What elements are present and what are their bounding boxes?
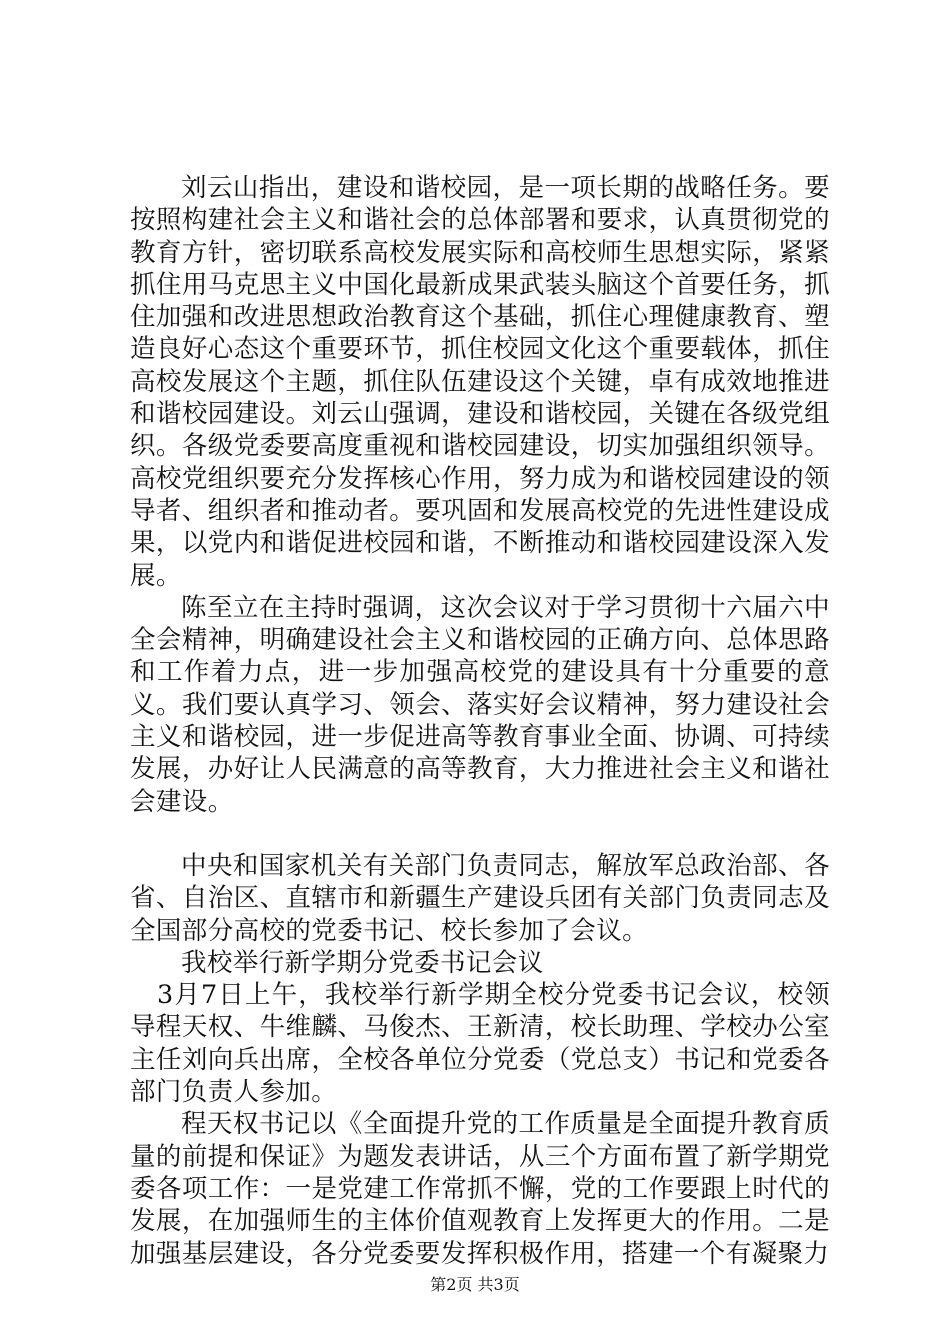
paragraph-cheng-tianquan: 程天权书记以《全面提升党的工作质量是全面提升教育质量的前提和保证》为题发表讲话，从三个方面布置了新学期党委各项工作：一是党建工作常抓不懈，党的工作要跟上时代的发展，在加强师生的主体价值观教育上发挥更大的作用。二是加强基层建设，各分党委要发挥积极作用，搭建一个有凝聚力 [130,1109,830,1269]
paragraph-liu-yunshan: 刘云山指出，建设和谐校园，是一项长期的战略任务。要按照构建社会主义和谐社会的总体部署和要求，认真贯彻党的教育方针，密切联系高校发展实际和高校师生思想实际，紧紧抓住用马克思主义中国化最新成果武装头脑这个首要任务，抓住加强和改进思想政治教育这个基础，抓住心理健康教育、塑造良好心态这个重要环节，抓住校园文化这个重要载体，抓住高校发展这个主题，抓住队伍建设这个关键，卓有成效地推进和谐校园建设。刘云山强调，建设和谐校园，关键在各级党组织。各级党委要高度重视和谐校园建设，切实加强组织领导。高校党组织要充分发挥核心作用，努力成为和谐校园建设的领导者、组织者和推动者。要巩固和发展高校党的先进性建设成果，以党内和谐促进校园和谐，不断推动和谐校园建设深入发展。 [130,173,830,591]
paragraph-spacer [130,818,830,850]
paragraph-meeting: 3月7日上午，我校举行新学期全校分党委书记会议，校领导程天权、牛维麟、马俊杰、王新清，校长助理、学校办公室主任刘向兵出席，全校各单位分党委（党总支）书记和党委各部门负责人参加。 [130,980,830,1108]
section-heading: 我校举行新学期分党委书记会议 [181,947,544,978]
document-body [130,172,830,1270]
paragraph-attendees: 中央和国家机关有关部门负责同志，解放军总政治部、各省、自治区、直辖市和新疆生产建设兵团有关部门负责同志及全国部分高校的党委书记、校长参加了会议。 [130,850,830,946]
page-footer: 第2页 共3页 [430,1275,520,1294]
paragraph-chen-zhili: 陈至立在主持时强调，这次会议对于学习贯彻十六届六中全会精神，明确建设社会主义和谐校园的正确方向、总体思路和工作着力点，进一步加强高校党的建设具有十分重要的意义。我们要认真学习、领会、落实好会议精神，努力建设社会主义和谐校园，进一步促进高等教育事业全面、协调、可持续发展，办好让人民满意的高等教育，大力推进社会主义和谐社会建设。 [130,592,830,817]
